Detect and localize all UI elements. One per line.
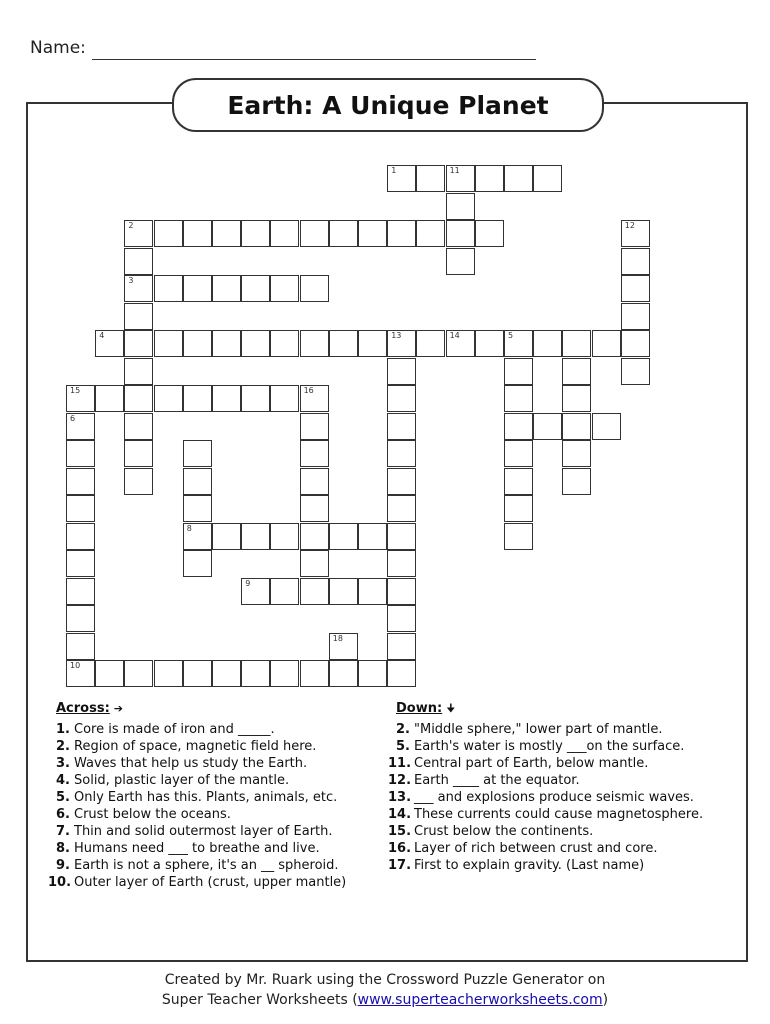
crossword-cell[interactable]	[241, 523, 270, 550]
crossword-cell[interactable]	[387, 440, 416, 467]
crossword-cell[interactable]	[504, 523, 533, 550]
crossword-cell[interactable]	[66, 468, 95, 495]
crossword-cell[interactable]	[300, 220, 329, 247]
clue-number: 9.	[56, 858, 70, 873]
crossword-cell[interactable]	[66, 413, 95, 440]
crossword-cell[interactable]	[66, 633, 95, 660]
clue-text: These currents could cause magnetosphere.	[414, 807, 704, 822]
crossword-cell[interactable]	[387, 605, 416, 632]
clue-text: Humans need ___ to breathe and live.	[74, 841, 320, 856]
crossword-cell[interactable]	[124, 358, 153, 385]
across-clues	[48, 700, 378, 891]
crossword-cell[interactable]	[183, 660, 212, 687]
clue-number: 1.	[56, 722, 70, 737]
crossword-cell[interactable]	[241, 660, 270, 687]
clue-text: Core is made of iron and _____.	[74, 722, 275, 737]
crossword-cell[interactable]	[66, 605, 95, 632]
clue-number: 13.	[388, 790, 412, 805]
down-clue	[388, 755, 738, 772]
crossword-cell[interactable]	[329, 660, 358, 687]
crossword-cell[interactable]	[183, 330, 212, 357]
crossword-cell[interactable]	[475, 165, 504, 192]
crossword-cell[interactable]	[387, 633, 416, 660]
crossword-cell[interactable]	[270, 220, 299, 247]
clue-text: Region of space, magnetic field here.	[74, 739, 317, 754]
clue-text: Outer layer of Earth (crust, upper mantle)	[74, 875, 347, 890]
crossword-cell[interactable]	[212, 330, 241, 357]
crossword-cell[interactable]	[621, 330, 650, 357]
clue-number: 11.	[388, 756, 412, 771]
cell-number: 9	[245, 578, 251, 588]
crossword-cell[interactable]	[124, 660, 153, 687]
crossword-cell[interactable]	[183, 523, 212, 550]
crossword-cell[interactable]	[300, 468, 329, 495]
crossword-cell[interactable]	[154, 330, 183, 357]
crossword-cell[interactable]	[66, 660, 95, 687]
arrow-down-icon: 🠋	[446, 702, 456, 715]
footer	[0, 970, 770, 1010]
cell-number: 18	[332, 633, 343, 643]
crossword-cell[interactable]	[241, 330, 270, 357]
clue-text: First to explain gravity. (Last name)	[414, 858, 645, 873]
crossword-cell[interactable]	[387, 220, 416, 247]
crossword-cell[interactable]	[387, 165, 416, 192]
across-clue	[48, 772, 378, 789]
crossword-cell[interactable]	[95, 385, 124, 412]
cell-number: 8	[186, 523, 192, 533]
cell-number: 6	[70, 413, 76, 423]
down-clue	[388, 840, 738, 857]
crossword-cell[interactable]	[621, 275, 650, 302]
crossword-cell[interactable]	[270, 523, 299, 550]
clue-text: Solid, plastic layer of the mantle.	[74, 773, 290, 788]
crossword-cell[interactable]	[270, 578, 299, 605]
crossword-cell[interactable]	[592, 330, 621, 357]
crossword-cell[interactable]	[270, 385, 299, 412]
cell-number: 1	[391, 166, 397, 175]
crossword-cell[interactable]	[183, 550, 212, 577]
crossword-cell[interactable]	[446, 165, 475, 192]
crossword-cell[interactable]	[270, 330, 299, 357]
cell-number: 5	[508, 331, 514, 340]
crossword-cell[interactable]	[504, 468, 533, 495]
crossword-cell[interactable]	[358, 578, 387, 605]
page-title: Earth: A Unique Planet	[227, 90, 549, 120]
crossword-cell[interactable]	[66, 523, 95, 550]
crossword-cell[interactable]	[270, 660, 299, 687]
cell-number: 15	[70, 386, 81, 395]
crossword-cell[interactable]	[387, 358, 416, 385]
crossword-cell[interactable]	[124, 248, 153, 275]
clue-number: 4.	[56, 773, 70, 788]
crossword-cell[interactable]	[329, 578, 358, 605]
clue-text: ___ and explosions produce seismic waves.	[414, 790, 694, 805]
crossword-cell[interactable]	[533, 413, 562, 440]
crossword-cell[interactable]	[300, 385, 329, 412]
clue-number: 15.	[388, 824, 412, 839]
clue-text: Thin and solid outermost layer of Earth.	[74, 824, 333, 839]
crossword-cell[interactable]	[124, 275, 153, 302]
crossword-cell[interactable]	[66, 495, 95, 522]
footer-line1: Created by Mr. Ruark using the Crossword Puzzle Generator on	[164, 972, 606, 988]
crossword-cell[interactable]	[416, 165, 445, 192]
crossword-cell[interactable]	[475, 220, 504, 247]
cell-number: 11	[449, 166, 460, 175]
cell-number: 10	[70, 661, 81, 670]
crossword-cell[interactable]	[621, 220, 650, 247]
crossword-cell[interactable]	[533, 165, 562, 192]
crossword-cell[interactable]	[183, 495, 212, 522]
cell-number: 4	[99, 331, 105, 340]
crossword-cell[interactable]	[212, 660, 241, 687]
crossword-cell[interactable]	[95, 660, 124, 687]
crossword-cell[interactable]	[300, 413, 329, 440]
crossword-cell[interactable]	[183, 275, 212, 302]
across-heading: Across:	[56, 701, 110, 716]
crossword-cell[interactable]	[358, 523, 387, 550]
crossword-cell[interactable]	[329, 330, 358, 357]
crossword-cell[interactable]	[124, 468, 153, 495]
clue-number: 10.	[48, 875, 72, 890]
clue-text: Waves that help us study the Earth.	[74, 756, 308, 771]
down-clues	[388, 700, 738, 874]
cell-number: 12	[624, 221, 635, 230]
crossword-cell[interactable]	[621, 358, 650, 385]
down-clue	[388, 823, 738, 840]
crossword-cell[interactable]	[124, 385, 153, 412]
name-label: Name:	[30, 38, 86, 58]
crossword-cell[interactable]	[241, 578, 270, 605]
crossword-cell[interactable]	[212, 523, 241, 550]
crossword-cell[interactable]	[124, 220, 153, 247]
clue-number: 2.	[56, 739, 70, 754]
clue-number: 16.	[388, 841, 412, 856]
crossword-cell[interactable]	[183, 440, 212, 467]
crossword-cell[interactable]	[387, 468, 416, 495]
crossword-cell[interactable]	[504, 413, 533, 440]
crossword-cell[interactable]	[241, 385, 270, 412]
clue-text: Earth is not a sphere, it's an __ spheroid.	[74, 858, 339, 873]
crossword-cell[interactable]	[387, 660, 416, 687]
clue-number: 8.	[56, 841, 70, 856]
clue-number: 14.	[388, 807, 412, 822]
clue-number: 5.	[56, 790, 70, 805]
crossword-cell[interactable]	[475, 330, 504, 357]
clue-number: 2.	[396, 722, 410, 737]
crossword-cell[interactable]	[95, 330, 124, 357]
crossword-cell[interactable]	[124, 303, 153, 330]
crossword-cell[interactable]	[270, 275, 299, 302]
crossword-cell[interactable]	[300, 660, 329, 687]
crossword-cell[interactable]	[504, 165, 533, 192]
crossword-cell[interactable]	[300, 495, 329, 522]
across-clue	[48, 755, 378, 772]
crossword-cell[interactable]	[124, 440, 153, 467]
crossword-cell[interactable]	[533, 330, 562, 357]
crossword-cell[interactable]	[387, 578, 416, 605]
crossword-cell[interactable]	[446, 330, 475, 357]
crossword-cell[interactable]	[446, 248, 475, 275]
crossword-cell[interactable]	[387, 495, 416, 522]
footer-suffix: )	[602, 992, 609, 1008]
clue-text: Earth ____ at the equator.	[414, 773, 580, 788]
crossword-cell[interactable]	[300, 440, 329, 467]
cell-number: 13	[391, 331, 402, 340]
crossword-cell[interactable]	[416, 220, 445, 247]
crossword-cell[interactable]	[416, 330, 445, 357]
crossword-cell[interactable]	[358, 330, 387, 357]
across-clue	[48, 857, 378, 874]
crossword-cell[interactable]	[387, 385, 416, 412]
crossword-cell[interactable]	[154, 220, 183, 247]
crossword-cell[interactable]	[300, 550, 329, 577]
across-clue	[48, 874, 378, 891]
crossword-cell[interactable]	[621, 303, 650, 330]
crossword-cell[interactable]	[329, 523, 358, 550]
crossword-cell[interactable]	[300, 578, 329, 605]
crossword-cell[interactable]	[562, 468, 591, 495]
down-clue	[388, 789, 738, 806]
crossword-cell[interactable]	[621, 248, 650, 275]
crossword-cell[interactable]	[183, 220, 212, 247]
crossword-cell[interactable]	[504, 385, 533, 412]
clue-text: Central part of Earth, below mantle.	[414, 756, 649, 771]
website-link[interactable]: www.superteacherworksheets.com	[357, 992, 603, 1008]
across-clue	[48, 840, 378, 857]
crossword-cell[interactable]	[562, 440, 591, 467]
clue-text: Crust below the oceans.	[74, 807, 231, 822]
clue-number: 17.	[388, 858, 412, 873]
clue-number: 7.	[56, 824, 70, 839]
crossword-cell[interactable]	[154, 660, 183, 687]
crossword-cell[interactable]	[446, 193, 475, 220]
cell-number: 16	[303, 386, 314, 395]
clue-number: 6.	[56, 807, 70, 822]
crossword-cell[interactable]	[358, 660, 387, 687]
clue-number: 5.	[396, 739, 410, 754]
crossword-cell[interactable]	[154, 275, 183, 302]
crossword-cell[interactable]	[241, 275, 270, 302]
clue-text: Layer of rich between crust and core.	[414, 841, 658, 856]
crossword-cell[interactable]	[562, 385, 591, 412]
crossword-cell[interactable]	[183, 385, 212, 412]
crossword-cell[interactable]	[66, 385, 95, 412]
clue-number: 3.	[56, 756, 70, 771]
crossword-cell[interactable]	[504, 330, 533, 357]
cell-number: 3	[128, 276, 134, 285]
across-clue	[48, 789, 378, 806]
crossword-cell[interactable]	[504, 495, 533, 522]
crossword-cell[interactable]	[446, 220, 475, 247]
clue-text: Crust below the continents.	[414, 824, 594, 839]
crossword-cell[interactable]	[562, 413, 591, 440]
down-clue	[388, 738, 738, 755]
clue-number: 12.	[388, 773, 412, 788]
crossword-cell[interactable]	[387, 523, 416, 550]
down-heading: Down:	[396, 701, 443, 716]
clue-text: "Middle sphere," lower part of mantle.	[414, 722, 663, 737]
crossword-cell[interactable]	[300, 275, 329, 302]
crossword-cell[interactable]	[562, 358, 591, 385]
cell-number: 14	[449, 331, 460, 340]
crossword-cell[interactable]	[504, 358, 533, 385]
crossword-cell[interactable]	[212, 385, 241, 412]
crossword-cell[interactable]	[124, 330, 153, 357]
crossword-cell[interactable]	[154, 385, 183, 412]
crossword-cell[interactable]	[66, 440, 95, 467]
crossword-cell[interactable]	[387, 330, 416, 357]
clue-text: Only Earth has this. Plants, animals, etc.	[74, 790, 338, 805]
crossword-cell[interactable]	[66, 578, 95, 605]
across-clue	[48, 823, 378, 840]
footer-prefix: Super Teacher Worksheets (	[161, 992, 358, 1008]
down-clue	[388, 857, 738, 874]
crossword-cell[interactable]	[300, 523, 329, 550]
crossword-cell[interactable]	[329, 220, 358, 247]
crossword-cell[interactable]	[183, 468, 212, 495]
across-clue	[48, 738, 378, 755]
crossword-cell[interactable]	[66, 550, 95, 577]
crossword-cell[interactable]	[329, 633, 358, 660]
crossword-cell[interactable]	[300, 330, 329, 357]
crossword-cell[interactable]	[387, 550, 416, 577]
clue-text: Earth's water is mostly ___on the surface.	[414, 739, 685, 754]
crossword-cell[interactable]	[592, 413, 621, 440]
across-clue	[48, 806, 378, 823]
crossword-cell[interactable]	[387, 413, 416, 440]
down-clue	[388, 806, 738, 823]
arrow-right-icon: ➔	[113, 702, 124, 715]
crossword-cell[interactable]	[562, 330, 591, 357]
down-clue	[388, 772, 738, 789]
crossword-cell[interactable]	[124, 413, 153, 440]
crossword-cell[interactable]	[358, 220, 387, 247]
across-clue	[48, 721, 378, 738]
down-clue	[388, 721, 738, 738]
cell-number: 2	[128, 221, 134, 230]
crossword-cell[interactable]	[504, 440, 533, 467]
crossword-cell[interactable]	[212, 220, 241, 247]
crossword-cell[interactable]	[241, 220, 270, 247]
crossword-cell[interactable]	[212, 275, 241, 302]
